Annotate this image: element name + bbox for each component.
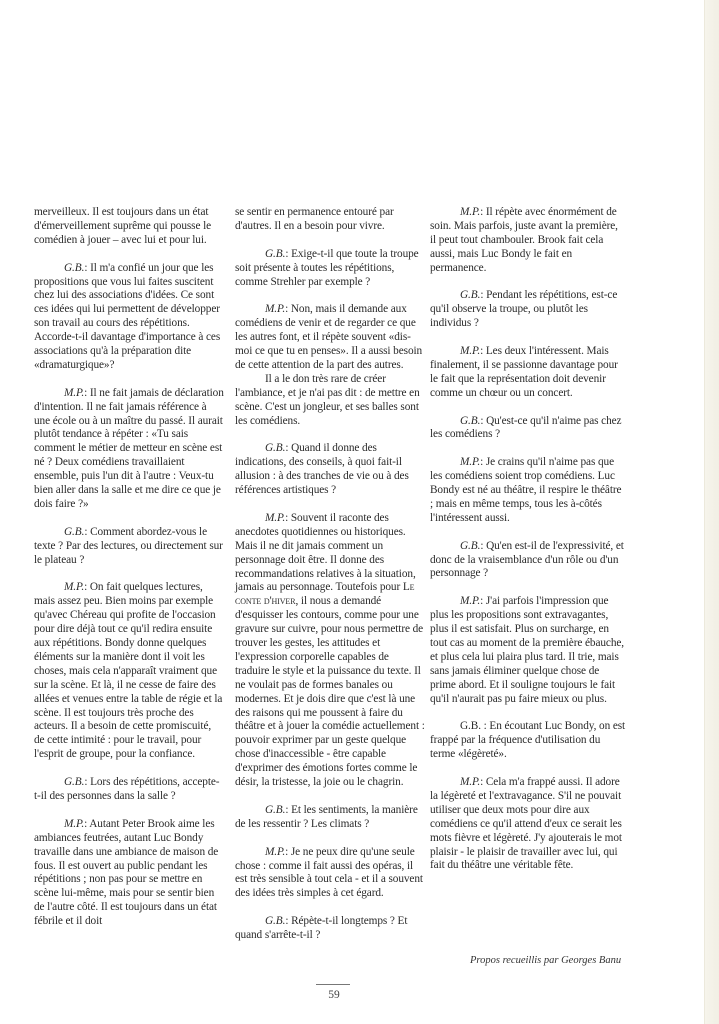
paragraph-text: : Pendant les répétitions, est-ce qu'il observe la troupe, ou plutôt les individus ?: [430, 289, 618, 330]
interview-paragraph: [235, 248, 425, 290]
page-edge: [704, 0, 719, 1024]
speaker-initials: G.B.: [460, 414, 481, 427]
paragraph-text: : Les deux l'intéressent. Mais finalement, il se passionne davantage pour le fait que la représentation doit devenir comme un chœur ou un concert.: [430, 345, 618, 399]
continued-paragraph: [235, 373, 425, 429]
speaker-initials: M.P.: [265, 303, 286, 316]
speaker-initials: M.P.: [460, 206, 481, 218]
paragraph-text: : Il répète avec énormément de soin. Mais parfois, juste avant la première, il peut tout chambouler. Brook fait cela aussi, mais Luc Bondy le fait en permanence.: [430, 206, 618, 274]
paragraph-text: : Je ne peux dire qu'une seule chose : comme il fait aussi des opéras, il est très sensible à tout cela - et il a souvent des idées très simples à cet égard.: [235, 845, 423, 900]
speaker-initials: G.B.: [460, 539, 481, 552]
paragraph-text: : Répète-t-il longtemps ? Et quand s'arrête-t-il ?: [235, 915, 408, 942]
paragraph-text: : Qu'est-ce qu'il n'aime pas chez les comédiens ?: [430, 414, 622, 441]
speaker-initials: M.P.: [460, 776, 481, 789]
interview-paragraph: [430, 720, 626, 762]
paragraph-text: : Il ne fait jamais de déclaration d'intention. Il ne fait jamais référence à une école ou à un maître du passé. Il aurait plutôt tendance à répéter : «Tu sais comment le métier de metteur en scène est né ? Deux comédiens travaillaient ensemble, puis l'un dit à l'autre : Veux-tu bien aller dans la salle et me dire ce que je dois faire ?»: [34, 386, 224, 510]
speaker-initials: G.B.: [460, 289, 481, 302]
interview-paragraph: [430, 776, 626, 873]
speaker-initials: M.P.: [64, 581, 85, 594]
column-1: [34, 206, 224, 943]
paragraph-text: : Quand il donne des indications, des conseils, à quoi fait-il allusion : à des tranches de vie ou à des références artistiques ?: [235, 442, 409, 497]
speaker-initials: G.B.: [64, 261, 85, 274]
interview-paragraph: [34, 581, 224, 762]
column-2: [235, 206, 425, 957]
speaker-initials: M.P.: [265, 511, 286, 524]
paragraph-text: : On fait quelques lectures, mais assez peu. Bien moins par exemple qu'avec Chéreau qui profite de l'occasion pour dire déjà tout ce qu'il redira ensuite aux répétitions. Bondy donne quelques éléments sur la manière dont il voit les choses, mais cela n'apparaît vraiment que sur la scène. Et là, il ne cesse de faire des allées et venues entre la table de régie et la scène. Il est toujours très proche des acteurs. Il a besoin de cette promiscuité, de cette intimité : pour le travail, pour l'esprit de groupe, pour la confiance.: [34, 581, 223, 761]
interview-paragraph: [235, 915, 425, 943]
paragraph-text: : Lors des répétitions, accepte-t-il des personnes dans la salle ?: [34, 776, 220, 802]
paragraph-text-continued: , il nous a demandé d'esquisser les contours, comme pour une gravure sur cuivre, pour nous permettre de trouver les gestes, les attitudes et l'expression corporelle capables de traduire le style et la puissance du texte. Il ne voulait pas de formes banales ou modernes. Et je dois dire que c'est là une des raisons qui me poussent à faire du théâtre et à jouer la comédie actuellement : pouvoir exprimer par un geste quelque chose d'inaccessible - être capable d'exprimer des émotions fortes comme le désir, la tristesse, la joie ou le chagrin.: [235, 595, 425, 789]
play-title: Le conte d'hiver: [235, 581, 415, 608]
interview-paragraph: [430, 345, 626, 401]
column-3: [430, 206, 626, 887]
paragraph-text: Il a le don très rare de créer l'ambiance, et je n'ai pas dit : de mettre en scène. C'est un jongleur, et ses balles sont les comédiens.: [235, 372, 420, 427]
paragraph-text: merveilleux. Il est toujours dans un état d'émerveillement suprême qui pousse le comédien à jouer – avec lui et pour lui.: [34, 206, 212, 246]
interview-credit: Propos recueillis par Georges Banu: [470, 955, 622, 966]
interview-paragraph: [34, 818, 224, 929]
paragraph-text: : En écoutant Luc Bondy, on est frappé par la fréquence d'utilisation du terme «légèreté».: [430, 720, 626, 761]
interview-paragraph: [235, 846, 425, 902]
interview-paragraph: [430, 289, 626, 331]
paragraph-text: : J'ai parfois l'impression que plus les propositions sont extravagantes, plus il est satisfait. Plus on surcharge, en tout cas au moment de la première ébauche, et plus cela lui plaira plus tard. Il trie, mais sans jamais éliminer quelque chose de prime abord. Et il souligne toujours le fait qu'il n'aurait pas pu faire mieux ou plus.: [430, 595, 625, 705]
interview-paragraph: [235, 303, 425, 373]
speaker-initials: M.P.: [64, 386, 85, 399]
speaker-initials: M.P.: [265, 845, 286, 858]
speaker-initials: G.B.: [64, 776, 85, 789]
speaker-initials: M.P.: [460, 595, 481, 608]
speaker-initials: G.B.: [265, 247, 286, 260]
paragraph-text: : Qu'en est-il de l'expressivité, et donc de la vraisemblance d'un rôle ou d'un personnage ?: [430, 539, 624, 580]
continued-paragraph: [34, 206, 224, 248]
interview-paragraph: [430, 595, 626, 706]
interview-paragraph: [235, 512, 425, 790]
speaker-initials: G.B.: [64, 525, 85, 538]
interview-paragraph: [430, 206, 626, 276]
paragraph-text: se sentir en permanence entouré par d'autres. Il en a besoin pour vivre.: [235, 206, 394, 232]
continued-paragraph: [235, 206, 425, 234]
speaker-initials: G.B.: [265, 803, 286, 816]
paragraph-text: : Comment abordez-vous le texte ? Par des lectures, ou directement sur le plateau ?: [34, 525, 223, 566]
speaker-initials: M.P.: [460, 345, 481, 358]
speaker-initials: G.B.: [265, 442, 286, 455]
interview-paragraph: [235, 804, 425, 832]
interview-paragraph: [34, 262, 224, 373]
paragraph-text: : Cela m'a frappé aussi. Il adore la légèreté et l'extravagance. S'il ne pouvait utiliser que deux mots pour dire aux comédiens ce qu'il attend d'eux ce serait les mots fièvre et légèreté. J'y ajouterais le mot plaisir - le plaisir de travailler avec lui, qui fait du théâtre une véritable fête.: [430, 776, 622, 872]
paragraph-text: : Il m'a confié un jour que les propositions que vous lui faites suscitent chez lui des associations d'idées. Ce sont ces idées qui lui permettent de développer son travail au cours des répétitions. Accorde-t-il davantage d'importance à ces associations qu'à la préparation dite «dramaturgique»?: [34, 261, 221, 371]
interview-paragraph: [34, 526, 224, 568]
interview-paragraph: [430, 456, 626, 526]
interview-paragraph: [430, 540, 626, 582]
speaker-initials: M.P.: [64, 817, 85, 830]
speaker-initials: G.B.: [460, 720, 484, 733]
speaker-initials: M.P.: [460, 456, 481, 469]
interview-paragraph: [34, 776, 224, 804]
interview-paragraph: [34, 387, 224, 512]
page-number: 59: [328, 989, 340, 1001]
paragraph-text: : Autant Peter Brook aime les ambiances feutrées, autant Luc Bondy travaille dans une ambiance de maison de fous. Il est ouvert au public pendant les répétitions ; non pas pour se mettre en scène lui-même, mais pour se sentir bien de l'autre côté. Il est toujours dans un état fébrile et il doit: [34, 817, 219, 928]
speaker-initials: G.B.: [265, 915, 286, 928]
paragraph-text: : Souvent il raconte des anecdotes quotidiennes ou historiques. Mais il ne dit jamais comment un personnage doit être. Il donne des recommandations relatives à la situation, jamais au personnage. Toutefois pour: [235, 511, 416, 594]
interview-paragraph: [430, 415, 626, 443]
paragraph-text: : Non, mais il demande aux comédiens de venir et de regarder ce que les autres font, et il répète souvent «dis-moi ce que tu en penses». Il a aussi besoin de cette attention de la part des autres.: [235, 303, 423, 371]
paragraph-text: : Je crains qu'il n'aime pas que les comédiens soient trop comédiens. Luc Bondy est né au théâtre, il respire le théâtre ; mais en même temps, tous les à-côtés l'intéressent aussi.: [430, 456, 622, 524]
paragraph-text: : Et les sentiments, la manière de les ressentir ? Les climats ?: [235, 803, 418, 830]
page-number-rule: [316, 984, 350, 985]
paragraph-text: : Exige-t-il que toute la troupe soit présente à toutes les répétitions, comme Strehler par exemple ?: [235, 247, 419, 288]
interview-paragraph: [235, 442, 425, 498]
